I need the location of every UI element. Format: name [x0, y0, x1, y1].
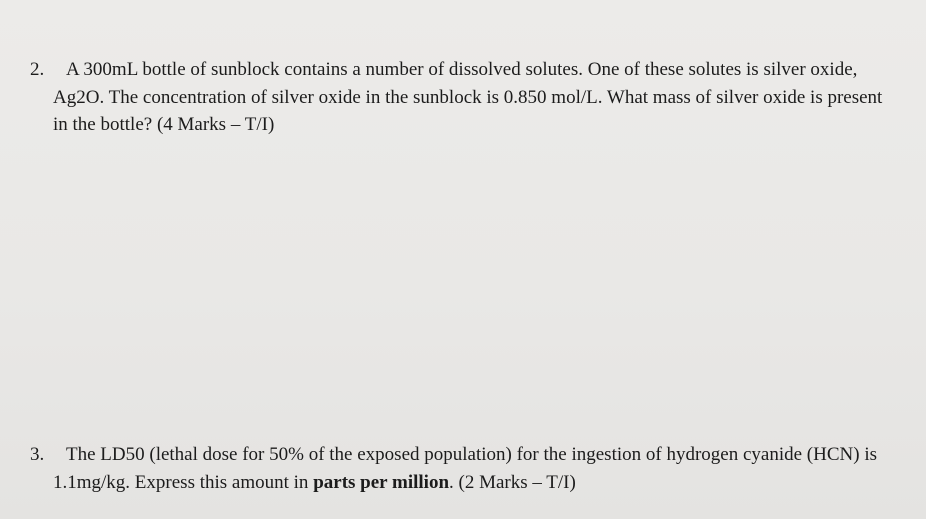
question-text — [53, 56, 910, 139]
question-line: The LD50 (lethal dose for 50% of the exposed population) for the ingestion of hydrogen cyanide (HCN) is — [66, 444, 877, 465]
question-text — [53, 441, 910, 496]
question-text-segment: 1.1mg/kg. Express this amount in — [53, 471, 314, 493]
question-2 — [30, 56, 910, 139]
emphasized-term: parts per million — [313, 471, 450, 493]
question-line: A 300mL bottle of sunblock contains a number of dissolved solutes. One of these solutes is silver oxide, — [66, 59, 858, 80]
question-number: 2. — [30, 59, 45, 80]
question-text-segment: . (2 Marks – T/I) — [449, 471, 576, 493]
question-line: Ag2O. The concentration of silver oxide in the sunblock is 0.850 mol/L. What mass of silver oxide is present — [53, 86, 883, 108]
question-3 — [30, 441, 910, 496]
question-line: in the bottle? (4 Marks – T/I) — [53, 114, 275, 135]
question-number: 3. — [30, 444, 45, 465]
answer-space[interactable] — [30, 140, 890, 430]
question-line — [53, 469, 910, 497]
